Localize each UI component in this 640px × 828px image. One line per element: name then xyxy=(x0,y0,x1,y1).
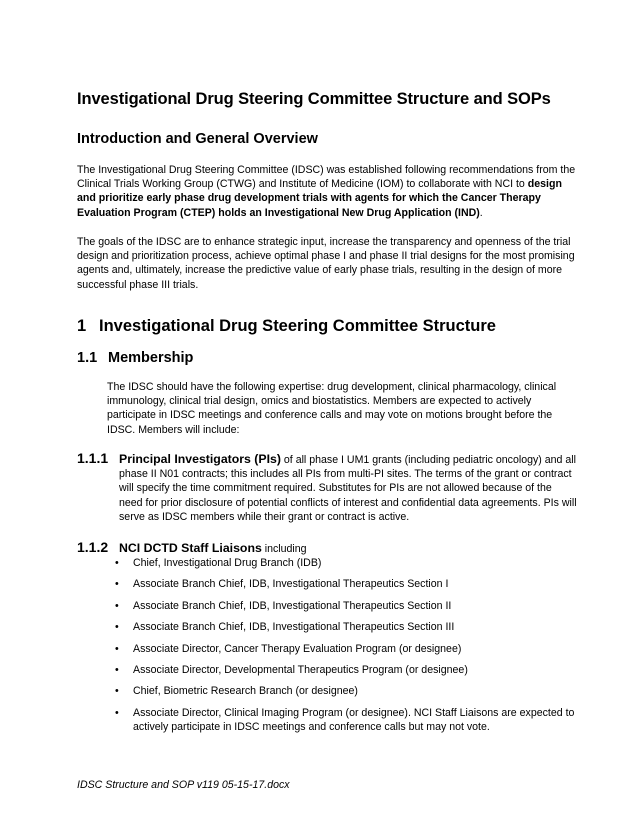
section-1-title: Investigational Drug Steering Committee Structure xyxy=(99,317,496,335)
list-item-text: Associate Director, Clinical Imaging Program (or designee). NCI Staff Liaisons are expected to actively participate in IDSC meetings and conference calls but may not vote. xyxy=(133,706,575,733)
section-1-1-2-suffix: including xyxy=(261,543,307,555)
document-footer: IDSC Structure and SOP v119 05-15-17.docx xyxy=(77,779,290,791)
bullet-icon: • xyxy=(115,685,119,698)
list-item-text: Chief, Biometric Research Branch (or designee) xyxy=(133,685,358,698)
intro-paragraph-1-end: . xyxy=(479,206,483,219)
intro-paragraph-1-bold: design and prioritize early phase drug development trials with agents for which the Cancer Therapy Evaluation Program (CTEP) holds an Investigational New Drug Application (IND) xyxy=(77,178,562,219)
section-1-1-2-heading xyxy=(77,539,307,555)
bullet-icon: • xyxy=(115,578,119,591)
section-1-number: 1 xyxy=(77,317,87,335)
membership-paragraph: The IDSC should have the following expertise: drug development, clinical pharmacology, clinical immunology, clinical trial design, omics and biostatistics. Members are expected to actively participate in IDSC meetings and conference calls and may vote on motions brought before the IDSC. Members will include: xyxy=(107,381,557,436)
section-1-1-1-lead: Principal Investigators (PIs) xyxy=(119,452,281,466)
bullet-icon: • xyxy=(115,642,119,655)
bullet-icon: • xyxy=(115,621,119,634)
list-item xyxy=(107,599,577,613)
section-1-1-2-number: 1.1.2 xyxy=(77,539,109,555)
list-item xyxy=(107,642,577,656)
section-1-1-1-first-line: of all phase I UM1 grants (including pediatric oncology) and all xyxy=(280,454,576,466)
intro-heading: Introduction and General Overview xyxy=(77,131,318,147)
section-1-1-1-number: 1.1.1 xyxy=(77,450,109,466)
list-item xyxy=(107,556,577,570)
intro-paragraph-1 xyxy=(77,163,577,220)
section-1-1-2-lead: NCI DCTD Staff Liaisons xyxy=(119,541,262,555)
list-item-text: Associate Director, Cancer Therapy Evaluation Program (or designee) xyxy=(133,642,462,655)
intro-paragraph-2: The goals of the IDSC are to enhance strategic input, increase the transparency and openness of the trial design and prioritization process, achieve optimal phase I and phase II trial designs for the most promising agents and, ultimately, increase the predictive value of early phase trials, resulting in the design of more successful phase III trials. xyxy=(77,236,575,291)
list-item xyxy=(107,620,577,634)
section-1-heading xyxy=(77,317,496,336)
list-item-text: Associate Branch Chief, IDB, Investigational Therapeutics Section I xyxy=(133,578,449,591)
section-1-1-title: Membership xyxy=(108,350,194,366)
section-1-1-1-body: phase II N01 contracts; this includes all PIs from multi-PI sites. The terms of the grant or contract will specify the time commitment required. Substitutes for PIs are not allowed because of the need for prior disclosure of potential conflicts of interest and confidential data agreements. PIs will serve as IDSC members while their grant or contract is active. xyxy=(119,468,577,523)
section-1-1-heading xyxy=(77,350,193,366)
list-item xyxy=(107,684,577,698)
bullet-icon: • xyxy=(115,599,119,612)
list-item-text: Associate Branch Chief, IDB, Investigational Therapeutics Section II xyxy=(133,599,452,612)
section-1-1-1 xyxy=(77,451,577,524)
list-item-text: Associate Director, Developmental Therapeutics Program (or designee) xyxy=(133,663,468,676)
list-item xyxy=(107,663,577,677)
list-item-text: Associate Branch Chief, IDB, Investigational Therapeutics Section III xyxy=(133,621,455,634)
bullet-icon: • xyxy=(115,706,119,719)
section-1-1-number: 1.1 xyxy=(77,350,98,366)
document-title: Investigational Drug Steering Committee Structure and SOPs xyxy=(77,90,551,108)
intro-paragraph-1-text: The Investigational Drug Steering Committee (IDSC) was established following recommendations from the Clinical Trials Working Group (CTWG) and Institute of Medicine (IOM) to collaborate with NCI to xyxy=(77,164,576,191)
staff-liaisons-list xyxy=(107,556,577,741)
bullet-icon: • xyxy=(115,557,119,569)
list-item xyxy=(107,706,577,734)
list-item xyxy=(107,577,577,591)
list-item-text: Chief, Investigational Drug Branch (IDB) xyxy=(133,557,322,569)
bullet-icon: • xyxy=(115,663,119,676)
